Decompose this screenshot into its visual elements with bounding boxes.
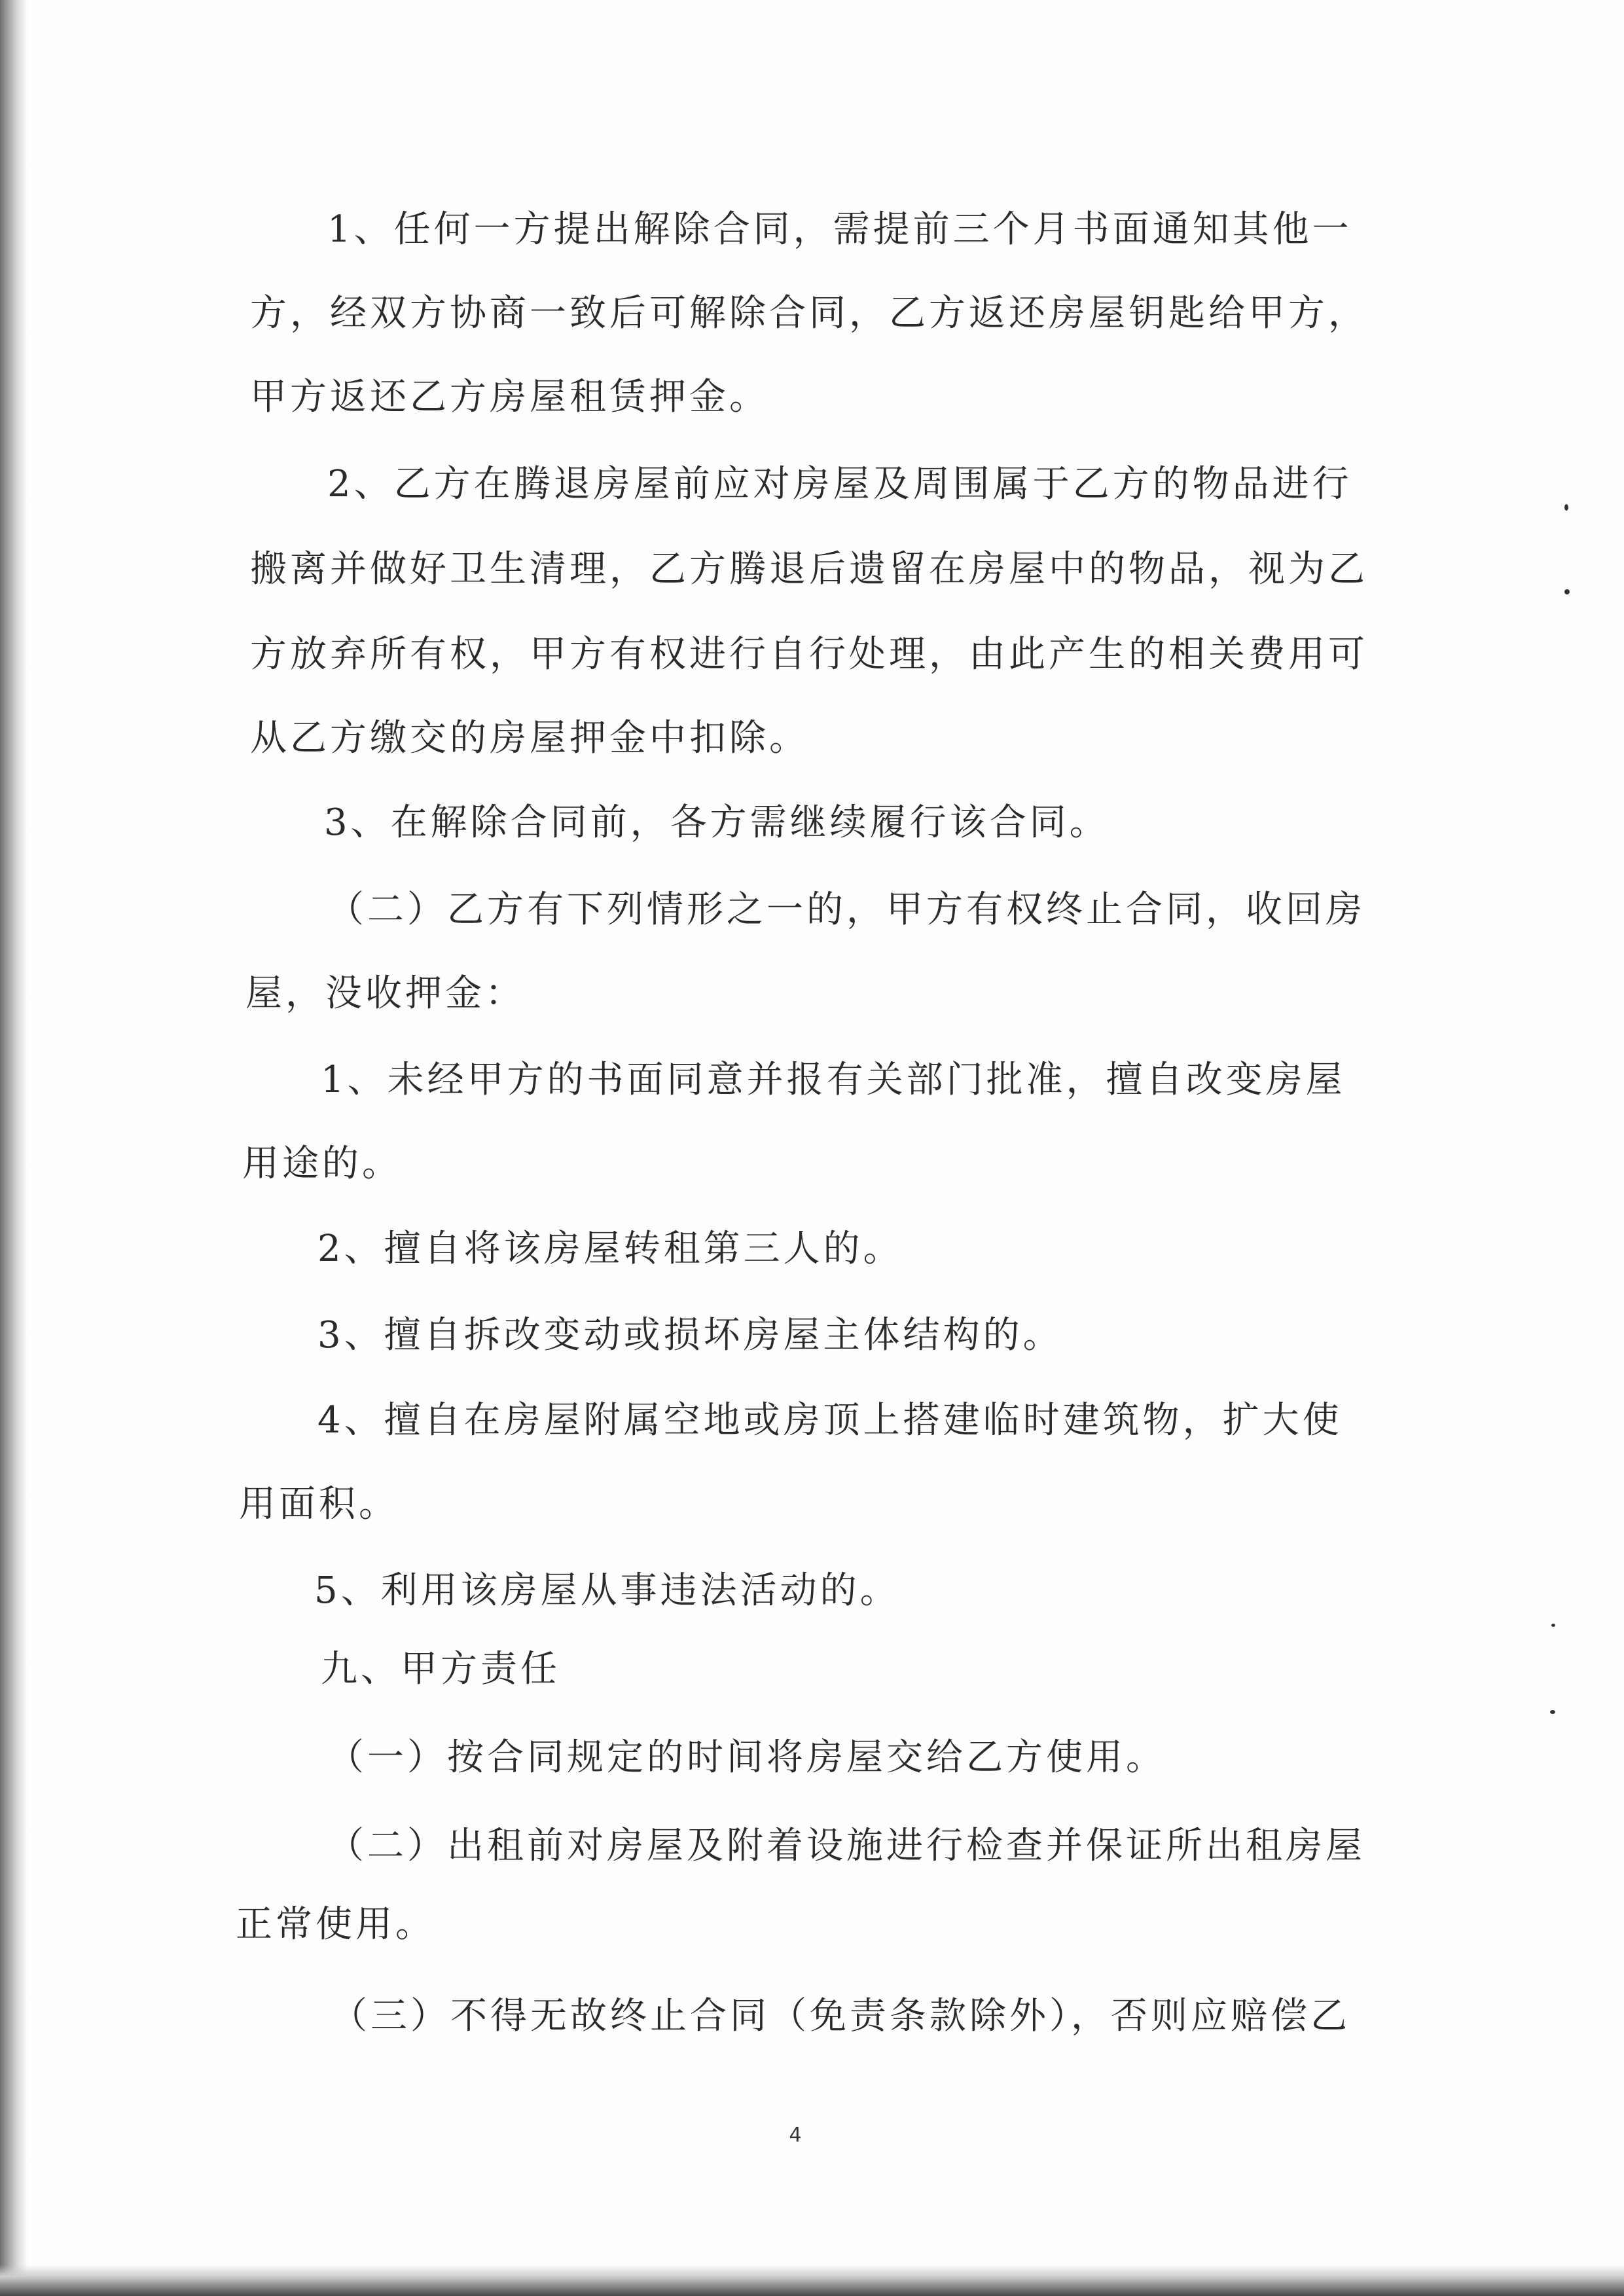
scan-speck xyxy=(1564,589,1570,594)
text-line: 方放弃所有权，甲方有权进行自行处理，由此产生的相关费用可 xyxy=(250,633,1368,676)
text-line: 甲方返还乙方房屋租赁押金。 xyxy=(250,376,769,418)
text-line: 用面积。 xyxy=(239,1483,399,1525)
text-line: （二）乙方有下列情形之一的，甲方有权终止合同，收回房 xyxy=(327,888,1365,931)
text-line: 2、乙方在腾退房屋前应对房屋及周围属于乙方的物品进行 xyxy=(327,463,1352,505)
page-number: 4 xyxy=(789,2124,802,2147)
text-line: 4、擅自在房屋附属空地或房顶上搭建临时建筑物，扩大使 xyxy=(317,1399,1343,1442)
text-line: 方，经双方协商一致后可解除合同，乙方返还房屋钥匙给甲方， xyxy=(250,292,1368,335)
text-line: 屋，没收押金： xyxy=(245,972,525,1015)
text-line: 1、任何一方提出解除合同，需提前三个月书面通知其他一 xyxy=(327,208,1352,251)
scan-speck xyxy=(1550,1710,1555,1714)
text-line: 从乙方缴交的房屋押金中扣除。 xyxy=(250,717,809,759)
scan-left-shadow xyxy=(0,0,27,2296)
text-line: 3、擅自拆改变动或损坏房屋主体结构的。 xyxy=(317,1314,1063,1357)
scan-speck xyxy=(1551,1624,1555,1627)
text-line: （二）出租前对房屋及附着设施进行检查并保证所出租房屋 xyxy=(327,1825,1365,1867)
text-line: 5、利用该房屋从事违法活动的。 xyxy=(314,1569,900,1612)
text-line: 1、未经甲方的书面同意并报有关部门批准，擅自改变房屋 xyxy=(321,1059,1346,1101)
text-line: 2、擅自将该房屋转租第三人的。 xyxy=(317,1228,903,1270)
text-line: （一）按合同规定的时间将房屋交给乙方使用。 xyxy=(327,1736,1166,1779)
text-line: （三）不得无故终止合同（免责条款除外），否则应赔偿乙 xyxy=(331,1995,1350,2037)
scan-bottom-shadow xyxy=(0,2265,1624,2296)
scan-speck xyxy=(1564,504,1568,511)
text-line: 用途的。 xyxy=(242,1142,402,1185)
text-line: 正常使用。 xyxy=(236,1903,435,1946)
text-line: 3、在解除合同前，各方需继续履行该合同。 xyxy=(324,801,1110,844)
section-heading: 九、甲方责任 xyxy=(321,1648,560,1690)
text-line: 搬离并做好卫生清理，乙方腾退后遗留在房屋中的物品，视为乙 xyxy=(250,548,1368,591)
